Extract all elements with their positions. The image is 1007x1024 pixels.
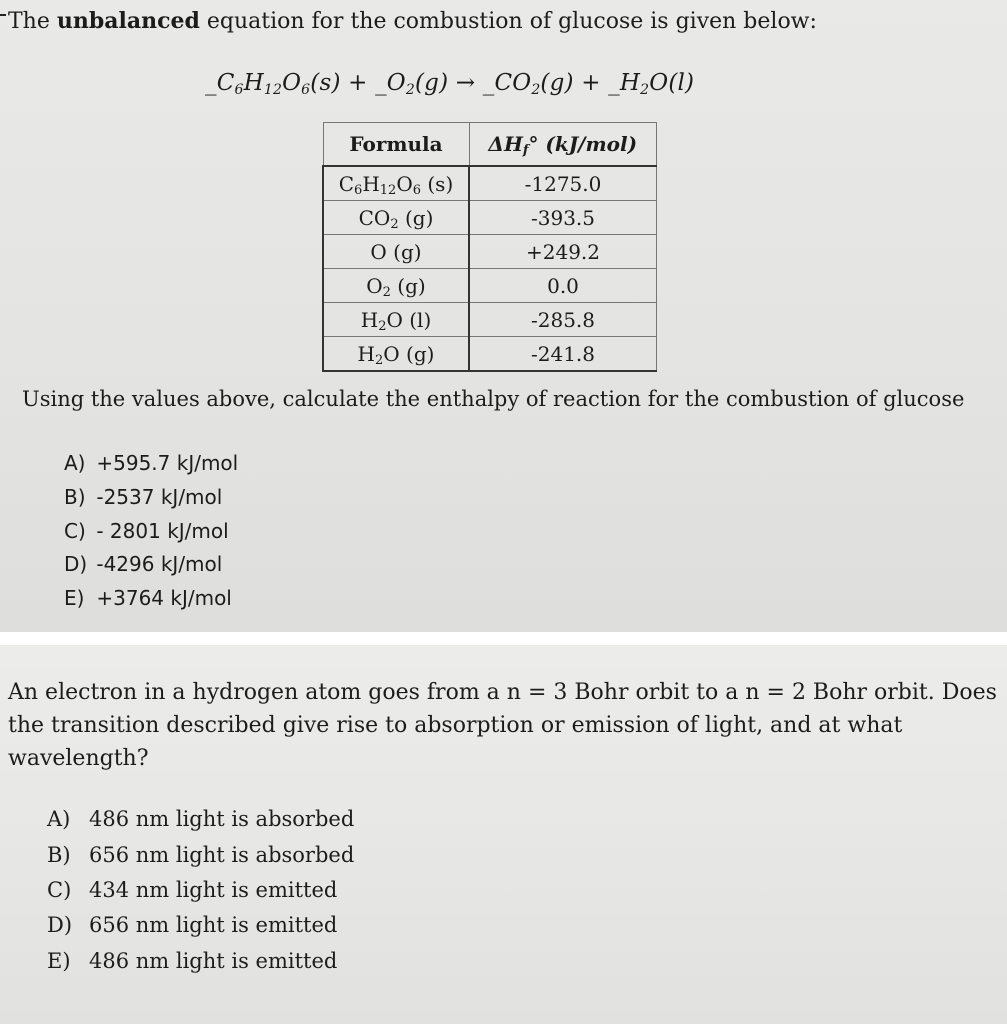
option-text: +3764 kJ/mol <box>96 586 232 610</box>
option-text: 656 nm light is absorbed <box>89 843 355 867</box>
answer-option-d[interactable] <box>47 913 337 937</box>
option-label: B) <box>64 485 86 509</box>
option-label: C) <box>64 519 86 543</box>
answer-option-b[interactable] <box>47 843 354 867</box>
intro-pre: The <box>8 9 57 34</box>
option-text: +595.7 kJ/mol <box>96 451 239 475</box>
value-cell: -241.8 <box>469 337 657 372</box>
option-label: B) <box>47 843 71 867</box>
value-cell: -285.8 <box>469 303 657 337</box>
answer-option-e[interactable] <box>47 949 337 973</box>
answer-option-c[interactable] <box>64 519 229 543</box>
table-row <box>323 166 657 201</box>
answer-option-e[interactable] <box>64 586 232 610</box>
edge-mark <box>0 14 6 16</box>
formula-cell: $CO_2$ (g) <box>323 201 469 235</box>
option-label: C) <box>47 878 72 902</box>
option-text: - 2801 kJ/mol <box>96 519 229 543</box>
value-cell: 0.0 <box>469 269 657 303</box>
option-text: -2537 kJ/mol <box>96 485 223 509</box>
table-header-row <box>323 123 657 167</box>
option-label: A) <box>64 451 86 475</box>
option-label: E) <box>64 586 85 610</box>
enthalpy-table <box>322 122 657 372</box>
option-label: D) <box>64 552 88 576</box>
answer-option-a[interactable] <box>47 807 354 831</box>
table-row <box>323 269 657 303</box>
answer-option-b[interactable] <box>64 485 222 509</box>
header-formula: Formula <box>323 123 469 167</box>
value-cell: -1275.0 <box>469 166 657 201</box>
answer-option-c[interactable] <box>47 878 337 902</box>
formula-cell: $H_2O$ (l) <box>323 303 469 337</box>
option-text: 434 nm light is emitted <box>89 878 338 902</box>
option-text: -4296 kJ/mol <box>96 552 223 576</box>
intro-post: equation for the combustion of glucose is given below: <box>199 9 817 34</box>
question-2-prompt: An electron in a hydrogen atom goes from a n = 3 Bohr orbit to a n = 2 Bohr orbit. Does the transition described give rise to absorption or emission of light, and at what wavelength? <box>8 680 997 771</box>
option-text: 486 nm light is absorbed <box>89 807 355 831</box>
formula-cell: $H_2O$ (g) <box>323 337 469 372</box>
option-label: A) <box>47 807 71 831</box>
option-text: 656 nm light is emitted <box>89 913 338 937</box>
option-label: E) <box>47 949 71 973</box>
table-row <box>323 201 657 235</box>
formula-cell: O (g) <box>323 235 469 269</box>
answer-option-a[interactable] <box>64 451 238 475</box>
intro-bold: unbalanced <box>56 8 200 34</box>
value-cell: -393.5 <box>469 201 657 235</box>
combustion-equation: $\_C_6H_{12}O_6(s)$ + $\_O_2(g)$ → $\_CO_2(g)$ + $\_H_2O(l)$ <box>205 70 695 98</box>
answer-option-d[interactable] <box>64 552 222 576</box>
value-cell: +249.2 <box>469 235 657 269</box>
option-text: 486 nm light is emitted <box>89 949 338 973</box>
question-1-intro <box>8 8 817 34</box>
option-label: D) <box>47 913 73 937</box>
formula-cell: $C_6H_{12}O_6$ (s) <box>323 166 469 201</box>
table-row <box>323 303 657 337</box>
formula-cell: $O_2$ (g) <box>323 269 469 303</box>
table-row <box>323 337 657 372</box>
question-1-prompt: Using the values above, calculate the enthalpy of reaction for the combustion of glucose <box>22 387 965 411</box>
header-enthalpy: $\Delta H_f^\circ$ (kJ/mol) <box>469 123 657 167</box>
table-row <box>323 235 657 269</box>
